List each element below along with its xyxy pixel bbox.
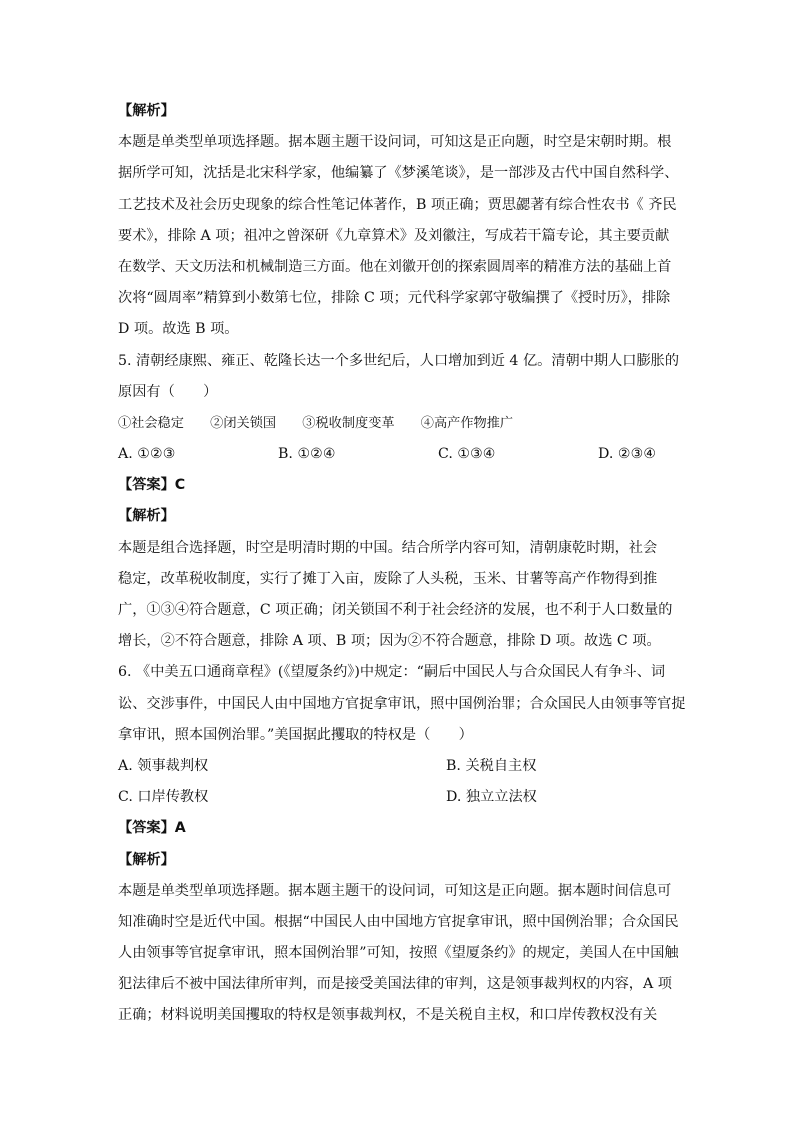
text-line: 增长，②不符合题意，排除 A 项、B 项；因为②不符合题意，排除 D 项。故选 C 项。 bbox=[118, 633, 661, 650]
item: ④高产作物推广 bbox=[420, 415, 514, 431]
analysis-paragraph bbox=[118, 127, 678, 345]
text-line: 稳定，改革税收制度，实行了摊丁入亩，废除了人头税，玉米、甘薯等高产作物得到推 bbox=[118, 570, 658, 587]
item: ③税收制度变革 bbox=[302, 415, 395, 431]
question-6 bbox=[118, 657, 686, 1031]
question-stem: 6. 《中美五口通商章程》(《望厦条约》)中规定：“嗣后中国民人与合众国民人有争斗、词 bbox=[118, 664, 666, 681]
text-line: 知准确时空是近代中国。根据“中国民人由中国地方官捉拿审讯，照中国例治罪；合众国民 bbox=[118, 913, 679, 930]
option-a: A. 领事裁判权 bbox=[118, 757, 209, 774]
item: ②闭关锁国 bbox=[210, 415, 277, 431]
answer-options bbox=[118, 782, 678, 813]
text-line: 本题是单类型单项选择题。据本题主题干设问词，可知这是正向题，时空是宋朝时期。根 bbox=[118, 134, 672, 151]
question-stem: 讼、交涉事件，中国民人由中国地方官捉拿审讯，照中国例治罪；合众国民人由领事等官捉 bbox=[118, 695, 686, 712]
question-5 bbox=[118, 346, 678, 658]
analysis-heading: 【解析】 bbox=[118, 851, 175, 868]
text-line: 次将“圆周率”精算到小数第七位，排除 C 项；元代科学家郭守敬编撰了《授时历》，排除 bbox=[118, 290, 671, 307]
option-a: A. ①②③ bbox=[118, 446, 176, 463]
question-stem: 原因有（ ） bbox=[118, 383, 218, 400]
option-b: B. 关税自主权 bbox=[446, 757, 537, 774]
text-line: 本题是组合选择题，时空是明清时期的中国。结合所学内容可知，清朝康乾时期，社会 bbox=[118, 539, 658, 556]
text-line: 据所学可知，沈括是北宋科学家，他编纂了《梦溪笔谈》，是一部涉及古代中国自然科学、 bbox=[118, 165, 679, 182]
option-d: D. 独立立法权 bbox=[446, 789, 537, 806]
answer-options bbox=[118, 439, 678, 470]
answer-options bbox=[118, 751, 678, 782]
question-stem: 5. 清朝经康熙、雍正、乾隆长达一个多世纪后，人口增加到近 4 亿。清朝中期人口膨胀的 bbox=[118, 352, 680, 369]
analysis-heading: 【解析】 bbox=[118, 103, 175, 119]
text-line: 广，①③④符合题意，C 项正确；闭关锁国不利于社会经济的发展，也不利于人口数量的 bbox=[118, 602, 673, 618]
item: ①社会稳定 bbox=[118, 415, 184, 431]
text-line: 工艺技术及社会历史现象的综合性笔记体著作，B 项正确；贾思勰著有综合性农书《 齐民 bbox=[118, 196, 677, 213]
text-line: 在数学、天文历法和机械制造三方面。他在刘徽开创的探索圆周率的精准方法的基础上首 bbox=[118, 258, 672, 275]
answer-line: 【答案】C bbox=[118, 477, 186, 494]
analysis-heading: 【解析】 bbox=[118, 508, 175, 525]
text-line: D 项。故选 B 项。 bbox=[118, 321, 239, 338]
option-d: D. ②③④ bbox=[598, 446, 657, 463]
question-items bbox=[118, 408, 678, 439]
text-line: 犯法律后不被中国法律所审判，而是接受美国法律的审判，这是领事裁判权的内容，A 项 bbox=[118, 976, 672, 993]
question-stem: 拿审讯，照本国例治罪。”美国据此攫取的特权是（ ） bbox=[118, 726, 473, 743]
option-c: C. ①③④ bbox=[438, 446, 496, 463]
text-line: 要术》，排除 A 项；祖冲之曾深研《九章算术》及刘徽注，写成若干篇专论，其主要贡献 bbox=[118, 227, 670, 244]
text-line: 正确；材料说明美国攫取的特权是领事裁判权，不是关税自主权，和口岸传教权没有关 bbox=[118, 1007, 658, 1024]
text-line: 人由领事等官捉拿审讯，照本国例治罪”可知，按照《望厦条约》的规定，美国人在中国触 bbox=[118, 945, 679, 962]
text-line: 本题是单类型单项选择题。据本题主题干的设问词，可知这是正向题。据本题时间信息可 bbox=[118, 882, 672, 899]
document-page bbox=[118, 96, 686, 1032]
option-c: C. 口岸传教权 bbox=[118, 789, 209, 806]
answer-line: 【答案】A bbox=[118, 820, 186, 837]
option-b: B. ①②④ bbox=[278, 446, 336, 463]
